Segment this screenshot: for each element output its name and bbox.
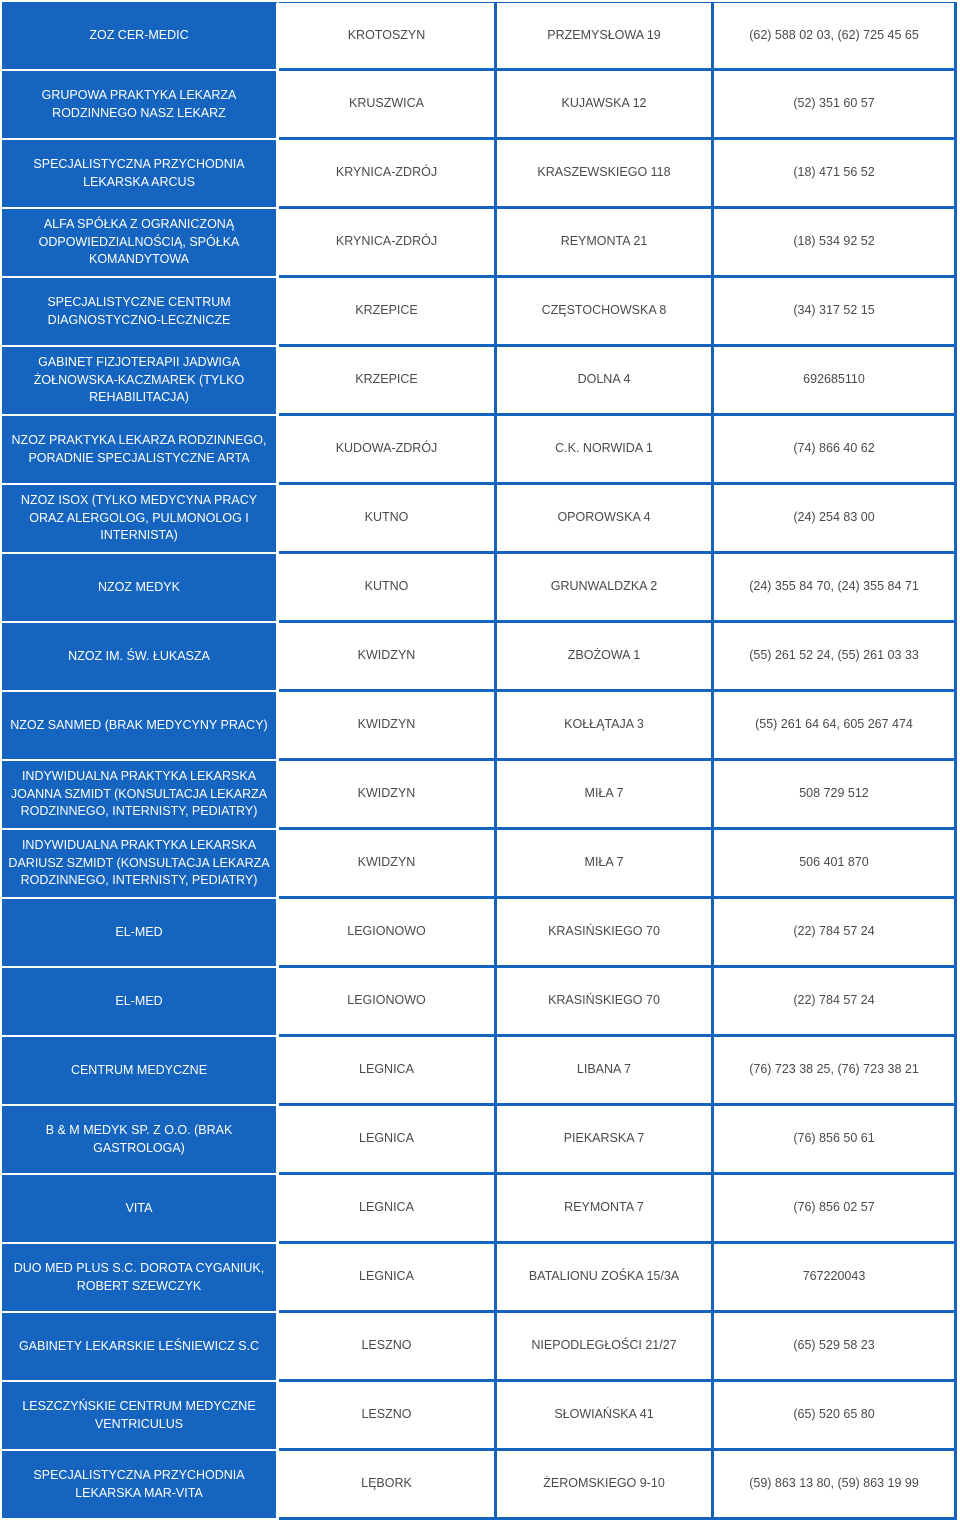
phone-cell: (22) 784 57 24 xyxy=(714,968,957,1037)
table-row xyxy=(2,71,957,140)
table-row xyxy=(2,1106,957,1175)
phone-cell: (18) 534 92 52 xyxy=(714,209,957,278)
street-cell: CZĘSTOCHOWSKA 8 xyxy=(497,278,714,347)
street-cell: ZBOŻOWA 1 xyxy=(497,623,714,692)
street-cell: REYMONTA 7 xyxy=(497,1175,714,1244)
table-row xyxy=(2,692,957,761)
table-row xyxy=(2,140,957,209)
phone-cell: 692685110 xyxy=(714,347,957,416)
clinic-name-cell: VITA xyxy=(2,1175,279,1244)
clinic-name-cell: NZOZ PRAKTYKA LEKARZA RODZINNEGO, PORADNIE SPECJALISTYCZNE ARTA xyxy=(2,416,279,485)
phone-cell: (76) 856 02 57 xyxy=(714,1175,957,1244)
phone-cell: (55) 261 64 64, 605 267 474 xyxy=(714,692,957,761)
table-row xyxy=(2,830,957,899)
city-cell: LĘBORK xyxy=(279,1451,497,1520)
city-cell: LEGIONOWO xyxy=(279,899,497,968)
city-cell: KRUSZWICA xyxy=(279,71,497,140)
city-cell: LEGNICA xyxy=(279,1037,497,1106)
street-cell: GRUNWALDZKA 2 xyxy=(497,554,714,623)
street-cell: OPOROWSKA 4 xyxy=(497,485,714,554)
phone-cell: (24) 355 84 70, (24) 355 84 71 xyxy=(714,554,957,623)
table-row xyxy=(2,1037,957,1106)
city-cell: LESZNO xyxy=(279,1382,497,1451)
clinic-name-cell: INDYWIDUALNA PRAKTYKA LEKARSKA DARIUSZ SZMIDT (KONSULTACJA LEKARZA RODZINNEGO, INTERNISTY, PEDIATRY) xyxy=(2,830,279,899)
clinic-name-cell: SPECJALISTYCZNA PRZYCHODNIA LEKARSKA MAR-VITA xyxy=(2,1451,279,1520)
table-row xyxy=(2,623,957,692)
phone-cell: 506 401 870 xyxy=(714,830,957,899)
clinic-name-cell: NZOZ IM. ŚW. ŁUKASZA xyxy=(2,623,279,692)
street-cell: LIBANA 7 xyxy=(497,1037,714,1106)
table-row xyxy=(2,1244,957,1313)
table-row xyxy=(2,278,957,347)
phone-cell: 767220043 xyxy=(714,1244,957,1313)
table-row xyxy=(2,761,957,830)
city-cell: KRZEPICE xyxy=(279,347,497,416)
phone-cell: (76) 723 38 25, (76) 723 38 21 xyxy=(714,1037,957,1106)
clinic-name-cell: ALFA SPÓŁKA Z OGRANICZONĄ ODPOWIEDZIALNOŚCIĄ, SPÓŁKA KOMANDYTOWA xyxy=(2,209,279,278)
clinic-name-cell: B & M MEDYK SP. Z O.O. (BRAK GASTROLOGA) xyxy=(2,1106,279,1175)
city-cell: LEGIONOWO xyxy=(279,968,497,1037)
table-row xyxy=(2,2,957,71)
city-cell: KRYNICA-ZDRÓJ xyxy=(279,140,497,209)
clinic-name-cell: EL-MED xyxy=(2,899,279,968)
city-cell: LEGNICA xyxy=(279,1175,497,1244)
city-cell: KWIDZYN xyxy=(279,692,497,761)
clinic-name-cell: EL-MED xyxy=(2,968,279,1037)
street-cell: REYMONTA 21 xyxy=(497,209,714,278)
table-row xyxy=(2,899,957,968)
table-row xyxy=(2,347,957,416)
phone-cell: (22) 784 57 24 xyxy=(714,899,957,968)
table-row xyxy=(2,416,957,485)
clinic-name-cell: GRUPOWA PRAKTYKA LEKARZA RODZINNEGO NASZ LEKARZ xyxy=(2,71,279,140)
city-cell: KWIDZYN xyxy=(279,623,497,692)
phone-cell: (55) 261 52 24, (55) 261 03 33 xyxy=(714,623,957,692)
clinic-name-cell: LESZCZYŃSKIE CENTRUM MEDYCZNE VENTRICULUS xyxy=(2,1382,279,1451)
city-cell: LEGNICA xyxy=(279,1106,497,1175)
phone-cell: (59) 863 13 80, (59) 863 19 99 xyxy=(714,1451,957,1520)
street-cell: KOŁŁĄTAJA 3 xyxy=(497,692,714,761)
street-cell: SŁOWIAŃSKA 41 xyxy=(497,1382,714,1451)
street-cell: PRZEMYSŁOWA 19 xyxy=(497,2,714,71)
city-cell: KUTNO xyxy=(279,554,497,623)
street-cell: KUJAWSKA 12 xyxy=(497,71,714,140)
phone-cell: (76) 856 50 61 xyxy=(714,1106,957,1175)
table-row xyxy=(2,209,957,278)
clinic-name-cell: SPECJALISTYCZNA PRZYCHODNIA LEKARSKA ARCUS xyxy=(2,140,279,209)
phone-cell: (18) 471 56 52 xyxy=(714,140,957,209)
city-cell: KUDOWA-ZDRÓJ xyxy=(279,416,497,485)
clinic-name-cell: NZOZ SANMED (BRAK MEDYCYNY PRACY) xyxy=(2,692,279,761)
clinic-name-cell: INDYWIDUALNA PRAKTYKA LEKARSKA JOANNA SZMIDT (KONSULTACJA LEKARZA RODZINNEGO, INTERNISTY, PEDIATRY) xyxy=(2,761,279,830)
phone-cell: (52) 351 60 57 xyxy=(714,71,957,140)
table-row xyxy=(2,485,957,554)
street-cell: C.K. NORWIDA 1 xyxy=(497,416,714,485)
table-row xyxy=(2,1313,957,1382)
clinic-name-cell: GABINETY LEKARSKIE LEŚNIEWICZ S.C xyxy=(2,1313,279,1382)
phone-cell: (74) 866 40 62 xyxy=(714,416,957,485)
street-cell: BATALIONU ZOŚKA 15/3A xyxy=(497,1244,714,1313)
street-cell: KRASIŃSKIEGO 70 xyxy=(497,899,714,968)
street-cell: MIŁA 7 xyxy=(497,830,714,899)
table-row xyxy=(2,1382,957,1451)
table-row xyxy=(2,1451,957,1520)
phone-cell: (24) 254 83 00 xyxy=(714,485,957,554)
phone-cell: (65) 520 65 80 xyxy=(714,1382,957,1451)
city-cell: KWIDZYN xyxy=(279,830,497,899)
clinic-name-cell: NZOZ MEDYK xyxy=(2,554,279,623)
city-cell: LEGNICA xyxy=(279,1244,497,1313)
street-cell: MIŁA 7 xyxy=(497,761,714,830)
street-cell: KRASIŃSKIEGO 70 xyxy=(497,968,714,1037)
city-cell: LESZNO xyxy=(279,1313,497,1382)
phone-cell: (34) 317 52 15 xyxy=(714,278,957,347)
clinic-table xyxy=(2,2,957,1520)
phone-cell: (65) 529 58 23 xyxy=(714,1313,957,1382)
city-cell: KRZEPICE xyxy=(279,278,497,347)
clinic-name-cell: GABINET FIZJOTERAPII JADWIGA ŻOŁNOWSKA-KACZMAREK (TYLKO REHABILITACJA) xyxy=(2,347,279,416)
clinic-name-cell: ZOZ CER-MEDIC xyxy=(2,2,279,71)
table-row xyxy=(2,554,957,623)
table-row xyxy=(2,968,957,1037)
city-cell: KRYNICA-ZDRÓJ xyxy=(279,209,497,278)
street-cell: KRASZEWSKIEGO 118 xyxy=(497,140,714,209)
clinic-name-cell: CENTRUM MEDYCZNE xyxy=(2,1037,279,1106)
phone-cell: 508 729 512 xyxy=(714,761,957,830)
street-cell: DOLNA 4 xyxy=(497,347,714,416)
city-cell: KUTNO xyxy=(279,485,497,554)
city-cell: KROTOSZYN xyxy=(279,2,497,71)
clinic-name-cell: NZOZ ISOX (TYLKO MEDYCYNA PRACY ORAZ ALERGOLOG, PULMONOLOG I INTERNISTA) xyxy=(2,485,279,554)
phone-cell: (62) 588 02 03, (62) 725 45 65 xyxy=(714,2,957,71)
street-cell: NIEPODLEGŁOŚCI 21/27 xyxy=(497,1313,714,1382)
street-cell: ŻEROMSKIEGO 9-10 xyxy=(497,1451,714,1520)
street-cell: PIEKARSKA 7 xyxy=(497,1106,714,1175)
clinic-name-cell: DUO MED PLUS S.C. DOROTA CYGANIUK, ROBERT SZEWCZYK xyxy=(2,1244,279,1313)
clinic-name-cell: SPECJALISTYCZNE CENTRUM DIAGNOSTYCZNO-LECZNICZE xyxy=(2,278,279,347)
city-cell: KWIDZYN xyxy=(279,761,497,830)
clinic-table-body xyxy=(2,2,957,1520)
table-row xyxy=(2,1175,957,1244)
